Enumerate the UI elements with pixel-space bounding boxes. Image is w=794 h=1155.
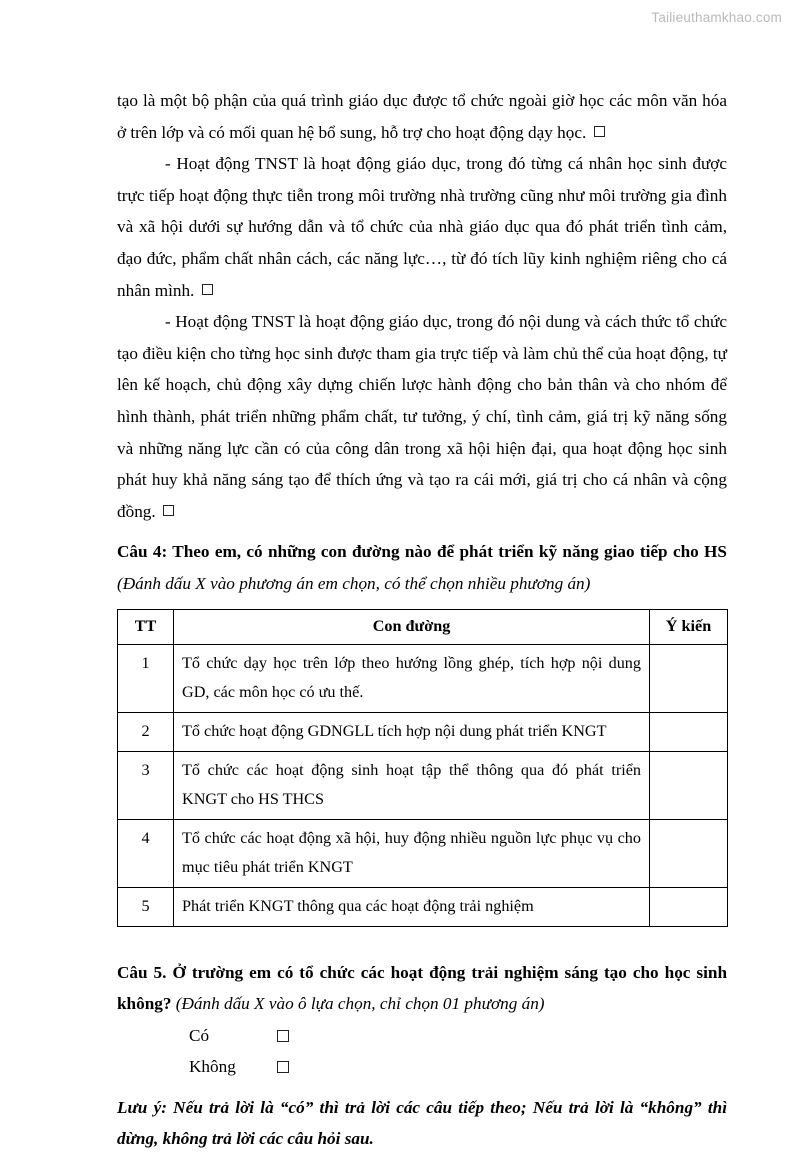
inline-checkbox-icon — [163, 505, 174, 516]
cell-con-duong: Tổ chức các hoạt động xã hội, huy động nhiều nguồn lực phục vụ cho mục tiêu phát triển KNGT — [174, 819, 650, 887]
checkbox-co[interactable] — [277, 1030, 289, 1042]
document-content — [117, 85, 727, 1155]
question-4-heading-bold: Câu 4: Theo em, có những con đường nào để phát triển kỹ năng giao tiếp cho HS — [117, 542, 727, 562]
column-header-con-duong: Con đường — [174, 609, 650, 644]
table-row — [118, 644, 728, 712]
cell-tt: 3 — [118, 751, 174, 819]
question-4-table — [117, 609, 728, 927]
cell-tt: 4 — [118, 819, 174, 887]
table-row — [118, 819, 728, 887]
paragraph-tnst-1 — [117, 148, 727, 306]
option-row-khong[interactable] — [117, 1051, 727, 1083]
cell-con-duong: Phát triển KNGT thông qua các hoạt động trải nghiệm — [174, 887, 650, 926]
question-5-heading-instruction: (Đánh dấu X vào ô lựa chọn, chỉ chọn 01 phương án) — [175, 994, 545, 1014]
cell-con-duong: Tổ chức các hoạt động sinh hoạt tập thể thông qua đó phát triển KNGT cho HS THCS — [174, 751, 650, 819]
cell-tt: 1 — [118, 644, 174, 712]
table-row — [118, 751, 728, 819]
table-row — [118, 887, 728, 926]
question-4-heading — [117, 536, 727, 599]
question-5-heading — [117, 957, 727, 1020]
paragraph-continued — [117, 85, 727, 148]
spacer — [117, 1083, 727, 1092]
cell-y-kien[interactable] — [650, 712, 728, 751]
paragraph-text: tạo là một bộ phận của quá trình giáo dục được tổ chức ngoài giờ học các môn văn hóa ở trên lớp và có mối quan hệ bổ sung, hỗ trợ cho hoạt động dạy học. — [117, 91, 727, 142]
spacer — [117, 527, 727, 536]
question-5-options — [117, 1020, 727, 1083]
option-row-co[interactable] — [117, 1020, 727, 1052]
cell-y-kien[interactable] — [650, 751, 728, 819]
paragraph-text: - Hoạt động TNST là hoạt động giáo dục, trong đó từng cá nhân học sinh được trực tiếp hoạt động thực tiễn trong môi trường nhà trường cũng như môi trường gia đình và xã hội dưới sự hướng dẫn và tổ chức của nhà giáo dục qua đó phát triển tình cảm, đạo đức, phẩm chất nhân cách, các năng lực…, từ đó tích lũy kinh nghiệm riêng cho cá nhân mình. — [117, 154, 727, 300]
cell-y-kien[interactable] — [650, 819, 728, 887]
cell-con-duong: Tổ chức hoạt động GDNGLL tích hợp nội dung phát triển KNGT — [174, 712, 650, 751]
note-text: Lưu ý: Nếu trả lời là “có” thì trả lời các câu tiếp theo; Nếu trả lời là “không” thì dừng, không trả lời các câu hỏi sau. — [117, 1097, 727, 1149]
paragraph-text: - Hoạt động TNST là hoạt động giáo dục, trong đó nội dung và cách thức tổ chức tạo điều kiện cho từng học sinh được tham gia trực tiếp và làm chủ thể của hoạt động, tự lên kế hoạch, chủ động xây dựng chiến lược hành động cho bản thân và cho nhóm để hình thành, phát triển những phẩm chất, tư tưởng, ý chí, tình cảm, giá trị kỹ năng sống và những năng lực cần có của công dân trong xã hội hiện đại, qua hoạt động học sinh phát huy khả năng sáng tạo để thích ứng và tạo ra cái mới, giá trị cho cá nhân và cộng đồng. — [117, 312, 727, 521]
question-5-heading-bold: Câu 5. Ở trường em có tổ chức các hoạt động trải nghiệm sáng tạo cho học sinh không? — [117, 962, 727, 1014]
spacer — [117, 600, 727, 609]
inline-checkbox-icon — [594, 126, 605, 137]
checkbox-khong[interactable] — [277, 1061, 289, 1073]
option-label-co: Có — [189, 1025, 210, 1045]
spacer — [117, 927, 727, 957]
cell-tt: 2 — [118, 712, 174, 751]
table-row — [118, 712, 728, 751]
option-label-khong: Không — [189, 1057, 236, 1077]
cell-y-kien[interactable] — [650, 887, 728, 926]
cell-tt: 5 — [118, 887, 174, 926]
cell-con-duong: Tổ chức dạy học trên lớp theo hướng lồng ghép, tích hợp nội dung GD, các môn học có ưu thế. — [174, 644, 650, 712]
question-4-heading-instruction: (Đánh dấu X vào phương án em chọn, có thể chọn nhiều phương án) — [117, 573, 591, 593]
column-header-tt: TT — [118, 609, 174, 644]
column-header-y-kien: Ý kiến — [650, 609, 728, 644]
paragraph-tnst-2 — [117, 306, 727, 527]
watermark-label: Tailieuthamkhao.com — [651, 10, 782, 25]
table-header-row — [118, 609, 728, 644]
cell-y-kien[interactable] — [650, 644, 728, 712]
inline-checkbox-icon — [202, 284, 213, 295]
